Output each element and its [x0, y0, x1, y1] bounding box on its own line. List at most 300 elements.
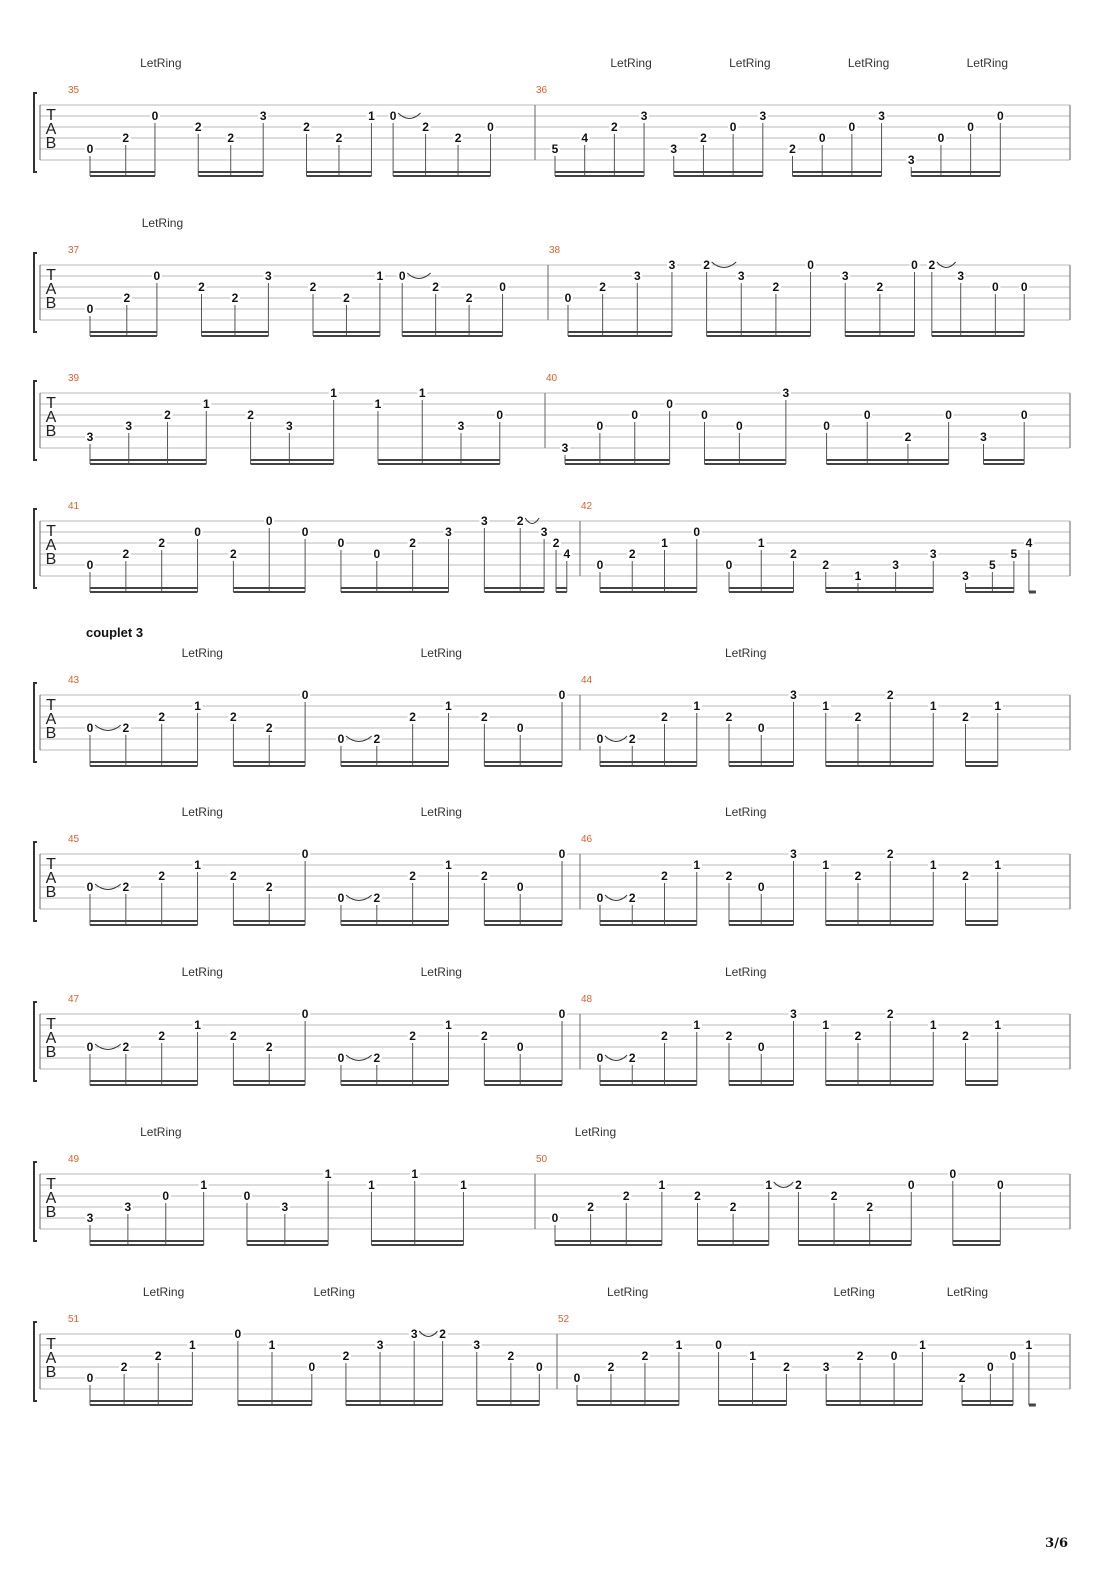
fret-number: 3	[125, 419, 133, 433]
fret-number: 0	[967, 120, 974, 134]
tab-clef-letter: T	[46, 395, 56, 412]
fret-number: 2	[122, 1040, 130, 1054]
fret-number: 0	[86, 558, 94, 572]
let-ring-label: LetRing	[181, 805, 223, 819]
fret-number: 0	[496, 408, 504, 422]
tab-clef-letter: T	[46, 1016, 56, 1033]
fret-number: 2	[854, 869, 862, 883]
fret-number: 2	[439, 1327, 446, 1341]
fret-number: 0	[86, 1040, 94, 1054]
fret-number: 0	[337, 536, 345, 550]
fret-number: 2	[342, 1349, 350, 1363]
fret-number: 1	[460, 1178, 467, 1192]
fret-number: 2	[628, 891, 636, 905]
fret-number: 0	[911, 258, 918, 272]
section-label: couplet 3	[86, 625, 144, 640]
measure-number: 52	[558, 1314, 570, 1325]
tab-clef-letter: B	[45, 135, 57, 152]
system-bracket	[34, 842, 37, 921]
fret-number: 0	[265, 514, 273, 528]
fret-number: 3	[878, 109, 885, 123]
fret-number: 2	[725, 710, 733, 724]
fret-number: 2	[122, 880, 130, 894]
fret-number: 2	[866, 1200, 874, 1214]
fret-number: 2	[409, 869, 416, 883]
fret-number: 2	[928, 258, 936, 272]
fret-number: 0	[818, 131, 826, 145]
fret-number: 2	[158, 710, 166, 724]
fret-number: 3	[907, 153, 915, 167]
measure-number: 45	[68, 834, 80, 845]
fret-number: 3	[410, 1327, 418, 1341]
fret-number: 1	[200, 1178, 208, 1192]
fret-number: 2	[409, 536, 416, 550]
fret-number: 2	[830, 1189, 838, 1203]
fret-number: 0	[337, 732, 345, 746]
fret-number: 2	[628, 547, 636, 561]
fret-number: 0	[301, 688, 309, 702]
fret-number: 1	[661, 536, 668, 550]
fret-number: 3	[892, 558, 899, 572]
fret-number: 3	[445, 525, 452, 539]
fret-number: 2	[783, 1360, 790, 1374]
fret-number: 2	[962, 869, 969, 883]
tab-clef-letter: B	[45, 551, 57, 568]
tab-clef-letter: B	[45, 1364, 57, 1381]
fret-number: 1	[202, 397, 210, 411]
fret-number: 0	[558, 1007, 566, 1021]
fret-number: 3	[929, 547, 937, 561]
fret-number: 3	[737, 269, 745, 283]
fret-number: 0	[398, 269, 406, 283]
fret-number: 0	[86, 302, 94, 316]
let-ring-label: LetRing	[729, 56, 771, 70]
fret-number: 1	[374, 397, 382, 411]
fret-number: 0	[194, 525, 201, 539]
fret-number: 1	[368, 109, 375, 123]
fret-number: 4	[581, 131, 589, 145]
fret-number: 0	[86, 1371, 94, 1385]
fret-number: 0	[996, 1178, 1004, 1192]
fret-number: 0	[389, 109, 397, 123]
fret-number: 1	[189, 1338, 196, 1352]
fret-number: 3	[759, 109, 767, 123]
measure-number: 40	[546, 373, 558, 384]
fret-number: 3	[668, 258, 676, 272]
fret-number: 2	[886, 688, 894, 702]
tab-clef-letter: T	[46, 856, 56, 873]
fret-number: 0	[337, 891, 345, 905]
fret-number: 0	[558, 847, 566, 861]
page-number: 3/6	[1045, 1536, 1068, 1551]
fret-number: 0	[736, 419, 743, 433]
fret-number: 0	[949, 1167, 957, 1181]
tab-clef-letter: A	[45, 870, 57, 887]
tab-clef-letter: T	[46, 267, 56, 284]
fret-number: 2	[335, 131, 343, 145]
fret-number: 1	[411, 1167, 419, 1181]
fret-number: 2	[481, 1029, 488, 1043]
fret-number: 2	[230, 1029, 237, 1043]
fret-number: 0	[373, 547, 381, 561]
fret-number: 2	[700, 131, 707, 145]
fret-number: 2	[158, 869, 166, 883]
let-ring-label: LetRing	[606, 1285, 649, 1299]
fret-number: 0	[86, 880, 94, 894]
fret-number: 3	[782, 386, 790, 400]
fret-number: 2	[122, 131, 130, 145]
fret-number: 3	[481, 514, 488, 528]
fret-number: 0	[516, 1040, 524, 1054]
tab-clef-letter: B	[45, 295, 57, 312]
fret-number: 0	[301, 1007, 309, 1021]
fret-number: 0	[823, 419, 830, 433]
fret-number: 2	[725, 869, 733, 883]
fret-number: 2	[854, 1029, 862, 1043]
fret-number: 0	[1009, 1349, 1017, 1363]
fret-number: 0	[551, 1211, 559, 1225]
fret-number: 2	[789, 142, 796, 156]
fret-number: 0	[757, 880, 765, 894]
fret-number: 0	[596, 558, 604, 572]
fret-number: 2	[641, 1349, 649, 1363]
fret-number: 1	[919, 1338, 926, 1352]
fret-number: 2	[465, 291, 473, 305]
fret-number: 0	[1020, 408, 1028, 422]
fret-number: 3	[841, 269, 849, 283]
fret-number: 0	[757, 1040, 765, 1054]
fret-number: 2	[123, 291, 131, 305]
fret-number: 2	[158, 1029, 166, 1043]
fret-number: 3	[86, 1211, 94, 1225]
fret-number: 2	[230, 547, 237, 561]
fret-number: 2	[154, 1349, 162, 1363]
fret-number: 1	[194, 1018, 201, 1032]
fret-number: 2	[303, 120, 310, 134]
let-ring-label: LetRing	[141, 216, 184, 230]
fret-number: 2	[661, 1029, 668, 1043]
let-ring-label: LetRing	[420, 965, 462, 979]
fret-number: 1	[418, 386, 426, 400]
fret-number: 0	[996, 109, 1004, 123]
fret-number: 3	[790, 847, 797, 861]
let-ring-label: LetRing	[181, 965, 223, 979]
system-bracket	[34, 1002, 37, 1081]
fret-number: 0	[701, 408, 708, 422]
fret-number: 2	[694, 1189, 701, 1203]
let-ring-label: LetRing	[420, 805, 462, 819]
fret-number: 0	[151, 109, 159, 123]
fret-number: 0	[992, 280, 999, 294]
fret-number: 1	[994, 1018, 1002, 1032]
fret-number: 1	[445, 1018, 452, 1032]
tab-clef-letter: T	[46, 107, 56, 124]
fret-number: 0	[729, 120, 737, 134]
fret-number: 1	[854, 569, 862, 583]
fret-number: 0	[162, 1189, 170, 1203]
fret-number: 1	[822, 699, 830, 713]
fret-number: 2	[661, 710, 668, 724]
fret-number: 1	[929, 699, 937, 713]
measure-number: 38	[549, 245, 561, 256]
fret-number: 5	[551, 142, 559, 156]
fret-number: 3	[790, 1007, 797, 1021]
let-ring-label: LetRing	[142, 1285, 185, 1299]
fret-number: 2	[422, 120, 429, 134]
fret-number: 2	[409, 710, 416, 724]
let-ring-label: LetRing	[574, 1125, 617, 1139]
fret-number: 0	[907, 1178, 915, 1192]
fret-number: 2	[876, 280, 884, 294]
let-ring-label: LetRing	[946, 1285, 989, 1299]
let-ring-label: LetRing	[140, 56, 182, 70]
tab-clef-letter: A	[45, 1030, 57, 1047]
fret-number: 2	[230, 869, 237, 883]
tab-clef-letter: B	[45, 1044, 57, 1061]
let-ring-label: LetRing	[181, 646, 223, 660]
measure-number: 41	[68, 501, 80, 512]
let-ring-label: LetRing	[725, 805, 767, 819]
fret-number: 1	[194, 858, 201, 872]
measure-number: 49	[68, 1154, 80, 1165]
fret-number: 0	[86, 142, 94, 156]
fret-number: 1	[693, 1018, 701, 1032]
fret-number: 2	[962, 710, 969, 724]
tab-clef-letter: A	[45, 1190, 57, 1207]
fret-number: 2	[227, 131, 235, 145]
fret-number: 2	[373, 732, 381, 746]
fret-number: 0	[234, 1327, 242, 1341]
fret-number: 0	[308, 1360, 316, 1374]
fret-number: 0	[693, 525, 701, 539]
measure-number: 46	[581, 834, 593, 845]
tab-clef-letter: B	[45, 1204, 57, 1221]
fret-number: 2	[309, 280, 317, 294]
fret-number: 0	[487, 120, 494, 134]
fret-number: 2	[958, 1371, 966, 1385]
let-ring-label: LetRing	[725, 965, 767, 979]
fret-number: 2	[164, 408, 171, 422]
fret-number: 1	[929, 858, 937, 872]
system-bracket	[34, 1162, 37, 1241]
fret-number: 2	[122, 547, 130, 561]
fret-number: 2	[454, 131, 462, 145]
fret-number: 2	[962, 1029, 969, 1043]
fret-number: 2	[194, 120, 202, 134]
fret-number: 0	[937, 131, 945, 145]
fret-number: 2	[552, 536, 560, 550]
fret-number: 1	[194, 699, 201, 713]
fret-number: 2	[373, 891, 381, 905]
fret-number: 2	[587, 1200, 594, 1214]
measure-number: 48	[581, 994, 593, 1005]
fret-number: 3	[281, 1200, 289, 1214]
tab-clef-letter: T	[46, 1176, 56, 1193]
fret-number: 1	[376, 269, 384, 283]
fret-number: 0	[564, 291, 572, 305]
tab-clef-letter: B	[45, 884, 57, 901]
fret-number: 3	[980, 430, 987, 444]
system-bracket	[34, 381, 37, 460]
tab-clef-letter: A	[45, 537, 57, 554]
fret-number: 2	[432, 280, 439, 294]
measure-number: 36	[536, 85, 548, 96]
tab-clef-letter: T	[46, 523, 56, 540]
fret-number: 0	[631, 408, 639, 422]
fret-number: 2	[516, 514, 524, 528]
fret-number: 1	[994, 858, 1002, 872]
fret-number: 3	[473, 1338, 481, 1352]
fret-number: 2	[628, 732, 636, 746]
fret-number: 1	[822, 858, 830, 872]
let-ring-label: LetRing	[833, 1285, 875, 1299]
fret-number: 0	[666, 397, 673, 411]
fret-number: 2	[120, 1360, 128, 1374]
fret-number: 0	[890, 1349, 898, 1363]
system-bracket	[34, 253, 37, 332]
fret-number: 0	[848, 120, 856, 134]
fret-number: 1	[749, 1349, 756, 1363]
fret-number: 2	[122, 721, 130, 735]
fret-number: 0	[499, 280, 506, 294]
let-ring-label: LetRing	[966, 56, 1008, 70]
fret-number: 2	[611, 120, 618, 134]
fret-number: 2	[886, 847, 894, 861]
fret-number: 2	[265, 880, 273, 894]
fret-number: 2	[409, 1029, 416, 1043]
fret-number: 1	[1025, 1338, 1033, 1352]
fret-number: 1	[693, 858, 701, 872]
fret-number: 0	[715, 1338, 722, 1352]
fret-number: 3	[822, 1360, 830, 1374]
fret-number: 2	[854, 710, 862, 724]
fret-number: 1	[675, 1338, 683, 1352]
fret-number: 3	[561, 441, 569, 455]
system-bracket	[34, 509, 37, 588]
fret-number: 0	[945, 408, 952, 422]
fret-number: 1	[268, 1338, 276, 1352]
fret-number: 0	[987, 1360, 994, 1374]
fret-number: 2	[856, 1349, 864, 1363]
fret-number: 0	[516, 880, 524, 894]
fret-number: 0	[558, 688, 566, 702]
tab-clef-letter: A	[45, 409, 57, 426]
let-ring-label: LetRing	[420, 646, 462, 660]
fret-number: 3	[962, 569, 969, 583]
fret-number: 3	[259, 109, 267, 123]
fret-number: 0	[337, 1051, 345, 1065]
fret-number: 1	[929, 1018, 937, 1032]
fret-number: 0	[516, 721, 524, 735]
fret-number: 2	[231, 291, 239, 305]
measure-number: 47	[68, 994, 80, 1005]
fret-number: 2	[265, 721, 273, 735]
fret-number: 3	[790, 688, 797, 702]
fret-number: 1	[757, 536, 765, 550]
fret-number: 3	[124, 1200, 132, 1214]
fret-number: 3	[376, 1338, 384, 1352]
system-bracket	[34, 683, 37, 762]
tab-clef-letter: A	[45, 711, 57, 728]
fret-number: 0	[301, 525, 309, 539]
fret-number: 1	[445, 699, 452, 713]
fret-number: 2	[507, 1349, 515, 1363]
let-ring-label: LetRing	[725, 646, 767, 660]
fret-number: 2	[703, 258, 710, 272]
fret-number: 2	[373, 1051, 381, 1065]
fret-number: 3	[633, 269, 641, 283]
fret-number: 2	[772, 280, 780, 294]
tab-clef-letter: B	[45, 423, 57, 440]
fret-number: 1	[994, 699, 1002, 713]
fret-number: 2	[343, 291, 350, 305]
fret-number: 2	[622, 1189, 630, 1203]
measure-number: 35	[68, 85, 80, 96]
fret-number: 0	[301, 847, 309, 861]
fret-number: 3	[86, 430, 94, 444]
fret-number: 2	[265, 1040, 273, 1054]
fret-number: 3	[457, 419, 465, 433]
fret-number: 0	[1020, 280, 1028, 294]
fret-number: 0	[596, 732, 604, 746]
tab-clef-letter: A	[45, 281, 57, 298]
tab-clef-letter: A	[45, 1350, 57, 1367]
measure-number: 51	[68, 1314, 80, 1325]
measure-number: 50	[536, 1154, 548, 1165]
fret-number: 0	[757, 721, 765, 735]
fret-number: 3	[957, 269, 965, 283]
measure-number: 37	[68, 245, 80, 256]
fret-number: 1	[765, 1178, 773, 1192]
measure-number: 39	[68, 373, 80, 384]
fret-number: 0	[535, 1360, 543, 1374]
fret-number: 2	[481, 869, 488, 883]
let-ring-label: LetRing	[140, 1125, 182, 1139]
fret-number: 2	[725, 1029, 733, 1043]
fret-number: 3	[640, 109, 648, 123]
measure-number: 43	[68, 675, 80, 686]
fret-number: 0	[596, 419, 604, 433]
fret-number: 2	[729, 1200, 737, 1214]
fret-number: 4	[1025, 536, 1033, 550]
fret-number: 0	[725, 558, 733, 572]
fret-number: 1	[330, 386, 337, 400]
fret-number: 0	[153, 269, 161, 283]
fret-number: 1	[658, 1178, 666, 1192]
fret-number: 0	[863, 408, 871, 422]
fret-number: 1	[445, 858, 452, 872]
fret-number: 0	[596, 891, 604, 905]
fret-number: 2	[607, 1360, 615, 1374]
let-ring-label: LetRing	[313, 1285, 355, 1299]
fret-number: 5	[989, 558, 996, 572]
fret-number: 2	[481, 710, 488, 724]
tab-clef-letter: A	[45, 121, 57, 138]
fret-number: 2	[628, 1051, 636, 1065]
let-ring-label: LetRing	[610, 56, 652, 70]
system-bracket	[34, 1322, 37, 1401]
fret-number: 3	[265, 269, 272, 283]
fret-number: 0	[573, 1371, 581, 1385]
fret-number: 2	[904, 430, 912, 444]
fret-number: 2	[247, 408, 254, 422]
fret-number: 2	[790, 547, 797, 561]
fret-number: 2	[886, 1007, 894, 1021]
fret-number: 3	[286, 419, 293, 433]
system-bracket	[34, 93, 37, 172]
fret-number: 2	[822, 558, 830, 572]
fret-number: 0	[807, 258, 814, 272]
